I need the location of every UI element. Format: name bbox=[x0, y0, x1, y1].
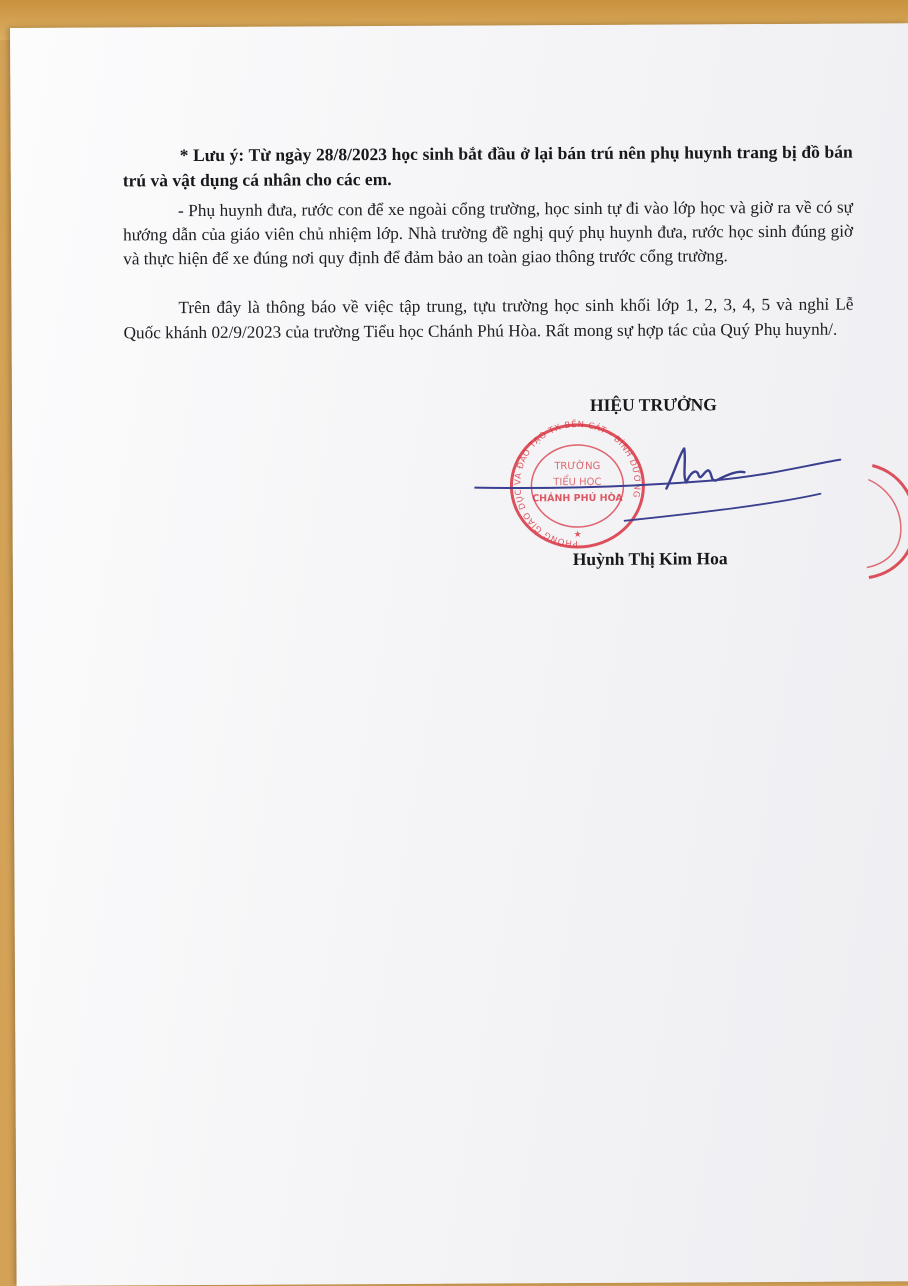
stamp-ring-text: PHÒNG GIÁO DỤC VÀ ĐÀO TẠO TX BẾN CÁT - BÌNH DƯƠNG bbox=[513, 419, 642, 549]
svg-text:★: ★ bbox=[573, 529, 582, 540]
principal-title: HIỆU TRƯỞNG bbox=[589, 394, 717, 415]
notice-paragraph bbox=[123, 140, 853, 194]
pickup-instructions-text: - Phụ huynh đưa, rước con để xe ngoài cổng trường, học sinh tự đi vào lớp học và giờ ra về có sự hướng dẫn của giáo viên chủ nhiệm lớp. Nhà trường đề nghị quý phụ huynh đưa, rước học sinh đúng giờ và thực hiện để xe đúng nơi quy định để đảm bảo an toàn giao thông trước cổng trường. bbox=[123, 197, 854, 269]
stamp-line-1: TRƯỜNG bbox=[554, 460, 601, 473]
closing-paragraph bbox=[123, 292, 853, 346]
stamp-line-2: TIỂU HỌC bbox=[553, 476, 602, 489]
stamp-line-3: CHÁNH PHÚ HÒA bbox=[532, 492, 623, 505]
closing-text: Trên đây là thông báo về việc tập trung, tựu trường học sinh khối lớp 1, 2, 3, 4, 5 và nghỉ Lễ Quốc khánh 02/9/2023 của trường Tiểu học Chánh Phú Hòa. Rất mong sự hợp tác của Quý Phụ huynh/. bbox=[123, 294, 854, 343]
edge-seal-stamp bbox=[852, 461, 908, 579]
principal-name: Huỳnh Thị Kim Hoa bbox=[572, 548, 728, 570]
pickup-instructions-paragraph bbox=[123, 196, 853, 272]
notice-text: * Lưu ý: Từ ngày 28/8/2023 học sinh bắt đầu ở lại bán trú nên phụ huynh trang bị đồ bán trú và vật dụng cá nhân cho các em. bbox=[122, 141, 853, 191]
document-page bbox=[10, 23, 908, 1286]
principal-signature bbox=[474, 442, 854, 524]
